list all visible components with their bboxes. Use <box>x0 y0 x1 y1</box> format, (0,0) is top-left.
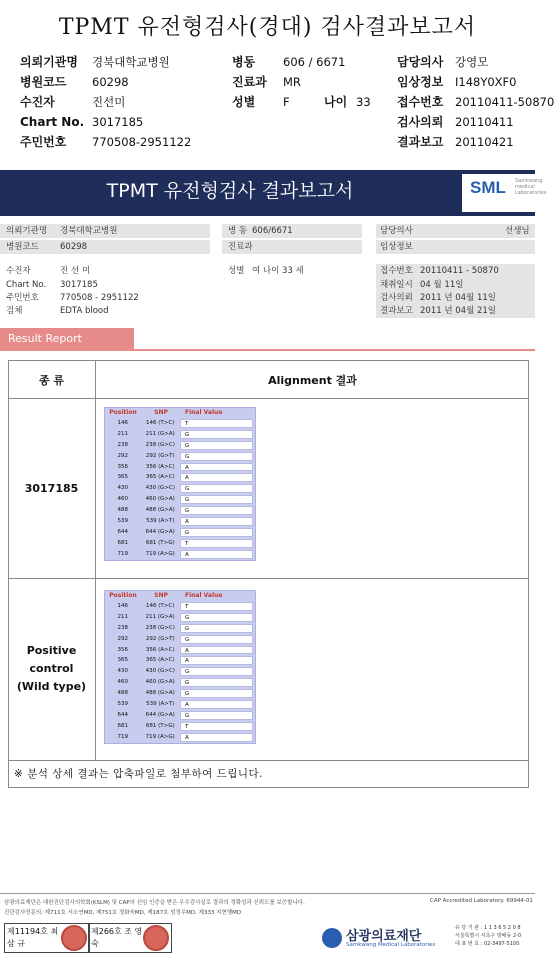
info-label: 검체 <box>6 306 23 316</box>
snp-position: 211 <box>117 430 128 437</box>
sml-logo-text: SML <box>470 178 506 197</box>
snp-final-value: G <box>180 506 253 515</box>
snp-position: 460 <box>117 496 128 503</box>
sml-logo-icon <box>322 928 342 948</box>
snp-final-value: A <box>180 473 253 482</box>
snp-final-value: A <box>180 550 253 559</box>
snp-change: 719 (A>G) <box>145 733 175 740</box>
control-label-line: control <box>29 662 74 675</box>
result-report-tab: Result Report <box>0 328 134 350</box>
info-label: 진료과 <box>228 242 253 252</box>
snp-position: 238 <box>117 624 128 631</box>
header-field-label: 성별 <box>232 95 256 109</box>
header-field-value: 770508-2951122 <box>92 135 192 149</box>
snp-final-value: G <box>180 635 253 644</box>
info-value: 20110411 - 50870 <box>420 266 499 276</box>
snp-table-sample <box>104 407 256 561</box>
snp-change: 211 (G>A) <box>145 613 175 620</box>
attachment-note: ※ 분석 상세 결과는 압축파일로 첨부하여 드립니다. <box>14 768 264 780</box>
info-label: 결과보고 <box>380 306 413 316</box>
snp-change: 356 (A>C) <box>145 463 175 470</box>
snp-final-value: A <box>180 646 253 655</box>
info-value: 60298 <box>60 242 88 252</box>
snp-change: 460 (G>A) <box>145 679 175 686</box>
snp-position: 365 <box>117 474 128 481</box>
snp-change: 146 (T>C) <box>146 603 175 609</box>
info-label: 접수번호 <box>380 266 413 276</box>
org-contact: 유 당 기 관 : 1 1 3 6 5 2 0 8 서울특별시 서초구 방배동 2-0 대 표 번 호 : 02-3497-5100 <box>455 925 522 947</box>
snp-change: 488 (G>A) <box>145 690 175 697</box>
header-field-label: 주민번호 <box>20 135 67 149</box>
header-field-value: 606 / 6671 <box>283 55 346 69</box>
snp-change: 644 (G>A) <box>145 528 175 535</box>
snp-final-value: G <box>180 452 253 461</box>
snp-final-value: G <box>180 528 253 537</box>
snp-change: 211 (G>A) <box>145 430 175 437</box>
header-field-label: 진료과 <box>232 75 267 89</box>
snp-position: 292 <box>117 635 128 642</box>
snp-final-value: G <box>180 678 253 687</box>
snp-row <box>105 462 255 473</box>
header-field-value: I148Y0XF0 <box>455 75 517 89</box>
snp-row <box>105 612 255 623</box>
header-field-value: 20110411-50870 <box>455 95 554 109</box>
info-value: 606/6671 <box>252 226 293 236</box>
snp-change: 488 (G>A) <box>145 507 175 514</box>
snp-change: 292 (G>T) <box>145 452 175 459</box>
header-field-value: 진선미 <box>92 95 126 109</box>
snp-final-value: T <box>180 539 253 548</box>
snp-final-value: A <box>180 700 253 709</box>
snp-row <box>105 483 255 494</box>
page-title: TPMT 유전형검사(경대) 검사결과보고서 <box>58 15 477 40</box>
doctor-stamp-2-text: 제266호 조 영 숙 <box>91 927 143 948</box>
control-label-line: (Wild type) <box>16 680 87 693</box>
snp-change: 644 (G>A) <box>145 711 175 718</box>
org-name-en: Samkwang Medical Laboratories <box>346 942 436 948</box>
snp-position: 488 <box>117 507 128 514</box>
snp-row <box>105 645 255 656</box>
snp-row <box>105 505 255 516</box>
info-label: 채취일시 <box>380 280 413 290</box>
col-header-type: 종 류 <box>38 374 65 387</box>
header-field-label: 담당의사 <box>397 55 444 69</box>
snp-row <box>105 710 255 721</box>
snp-position: 430 <box>117 668 128 675</box>
doctor-stamp-1-text: 제11194호 최 삼 규 <box>7 927 59 948</box>
header-field-label: 병동 <box>232 55 256 69</box>
header-age-label: 나이 <box>324 95 348 109</box>
doctor-stamp-1 <box>4 923 90 953</box>
snp-change: 539 (A>T) <box>146 518 175 525</box>
snp-position: 365 <box>117 657 128 664</box>
snp-row <box>105 516 255 527</box>
snp-row <box>105 634 255 645</box>
info-label: 검사의뢰 <box>380 293 413 303</box>
footer-doctors: 진단검사전문의: 제711호 서소연MD, 제751호 정화욱MD, 제187호 엄정우MD, 제333 지현행MD <box>4 910 242 916</box>
snp-position: 488 <box>117 690 128 697</box>
report-banner-title: TPMT 유전형검사 결과보고서 <box>106 180 354 202</box>
snp-change: 681 (T>G) <box>145 539 175 546</box>
snp-row <box>105 549 255 560</box>
info-value: EDTA blood <box>60 306 109 316</box>
snp-change: 238 (G>C) <box>145 441 175 448</box>
snp-final-value: G <box>180 484 253 493</box>
snp-final-value: G <box>180 430 253 439</box>
snp-final-value: G <box>180 667 253 676</box>
header-field-label: 임상정보 <box>397 75 444 89</box>
snp-col-header: SNP <box>154 592 168 599</box>
info-value: 진 선 미 <box>60 266 91 276</box>
snp-change: 539 (A>T) <box>146 701 175 708</box>
info-label: 주민번호 <box>6 293 39 303</box>
snp-row <box>105 623 255 634</box>
seal-icon <box>143 925 169 951</box>
snp-row <box>105 732 255 743</box>
table-divider <box>8 398 529 399</box>
header-field-label: 병원코드 <box>20 75 67 89</box>
snp-row <box>105 538 255 549</box>
snp-row <box>105 527 255 538</box>
snp-col-header: Position <box>109 409 137 416</box>
snp-change: 146 (T>C) <box>146 420 175 426</box>
snp-final-value: A <box>180 656 253 665</box>
snp-final-value: G <box>180 711 253 720</box>
snp-final-value: A <box>180 517 253 526</box>
snp-position: 681 <box>117 722 128 729</box>
info-value: 2011 년 04월 11일 <box>420 293 497 303</box>
info-value: 04 월 11일 <box>420 280 464 290</box>
snp-row <box>105 418 255 429</box>
sml-logo-subtext: Samkwang medical Laboratories <box>515 178 547 196</box>
snp-col-header: Final Value <box>185 409 223 416</box>
snp-table-header <box>105 408 255 418</box>
snp-row <box>105 688 255 699</box>
snp-final-value: T <box>180 722 253 731</box>
snp-row <box>105 655 255 666</box>
snp-row <box>105 472 255 483</box>
snp-position: 238 <box>117 441 128 448</box>
snp-change: 681 (T>G) <box>145 722 175 729</box>
header-age-value: 33 <box>356 95 371 109</box>
info-value: 770508 - 2951122 <box>60 293 139 303</box>
snp-change: 430 (G>C) <box>145 485 175 492</box>
info-label: 병 동 <box>228 226 248 236</box>
header-field-value: 60298 <box>92 75 129 89</box>
info-value: 3017185 <box>60 280 98 290</box>
snp-position: 146 <box>117 420 128 426</box>
info-value: 경북대학교병원 <box>60 226 118 236</box>
snp-final-value: G <box>180 495 253 504</box>
footer-rule <box>0 893 535 894</box>
result-report-rule <box>0 349 535 351</box>
snp-row <box>105 601 255 612</box>
header-field-label: 검사의뢰 <box>397 115 444 129</box>
col-header-result: Alignment 결과 <box>268 374 357 387</box>
sample-label-line: 3017185 <box>24 482 79 495</box>
info-value: 2011 년 04월 21일 <box>420 306 497 316</box>
snp-row <box>105 451 255 462</box>
header-field-value: 경북대학교병원 <box>92 55 170 69</box>
info-label: 임상정보 <box>380 242 413 252</box>
control-label <box>8 642 95 696</box>
header-field-label: 접수번호 <box>397 95 444 109</box>
header-field-label: 결과보고 <box>397 135 444 149</box>
footer-accreditation: 삼광의료재단은 대한진단검사의학회(KSLM) 및 CAP의 신임 인증을 받은 우수검사실로 결과의 정확성과 신뢰도를 보증합니다. <box>4 900 305 906</box>
snp-position: 539 <box>117 701 128 708</box>
snp-row <box>105 440 255 451</box>
snp-position: 539 <box>117 518 128 525</box>
snp-row <box>105 677 255 688</box>
result-table <box>8 360 529 788</box>
snp-position: 644 <box>117 528 128 535</box>
doctor-stamp-2 <box>88 923 172 953</box>
snp-final-value: G <box>180 441 253 450</box>
snp-col-header: SNP <box>154 409 168 416</box>
header-field-value: F <box>283 95 290 109</box>
info-label: 의뢰기관명 <box>6 226 48 236</box>
snp-change: 356 (A>C) <box>145 646 175 653</box>
snp-table-header <box>105 591 255 601</box>
snp-position: 644 <box>117 711 128 718</box>
snp-change: 238 (G>C) <box>145 624 175 631</box>
snp-position: 719 <box>117 733 128 740</box>
info-label: 병원코드 <box>6 242 39 252</box>
snp-row <box>105 666 255 677</box>
patient-header <box>0 52 554 152</box>
snp-row <box>105 721 255 732</box>
snp-change: 365 (A>C) <box>145 657 175 664</box>
header-field-value: MR <box>283 75 301 89</box>
info-value: 여 나이 33 세 <box>252 266 304 276</box>
header-field-value: 20110411 <box>455 115 514 129</box>
snp-final-value: T <box>180 419 253 428</box>
info-label: 담당의사 <box>380 226 413 236</box>
snp-position: 681 <box>117 539 128 546</box>
info-label: Chart No. <box>6 280 47 290</box>
snp-change: 365 (A>C) <box>145 474 175 481</box>
snp-row <box>105 699 255 710</box>
footer-cap: CAP Accredited Laboratory. 69944-01 <box>430 898 533 904</box>
snp-final-value: A <box>180 463 253 472</box>
snp-row <box>105 429 255 440</box>
table-divider <box>8 760 529 761</box>
snp-final-value: G <box>180 613 253 622</box>
snp-row <box>105 494 255 505</box>
sample-label <box>8 480 95 498</box>
snp-final-value: G <box>180 624 253 633</box>
table-divider <box>8 578 529 579</box>
control-label-line: Positive <box>26 644 77 657</box>
snp-position: 292 <box>117 452 128 459</box>
org-name: 삼광의료재단 <box>346 929 422 944</box>
header-field-label: Chart No. <box>20 115 85 129</box>
snp-final-value: A <box>180 733 253 742</box>
snp-final-value: T <box>180 602 253 611</box>
info-label: 성별 <box>228 266 245 276</box>
header-field-label: 수진자 <box>20 95 55 109</box>
snp-table-control <box>104 590 256 744</box>
snp-change: 292 (G>T) <box>145 635 175 642</box>
snp-col-header: Position <box>109 592 137 599</box>
header-field-value: 20110421 <box>455 135 514 149</box>
table-divider <box>95 360 96 760</box>
snp-col-header: Final Value <box>185 592 223 599</box>
header-field-label: 의뢰기관명 <box>20 55 78 69</box>
snp-final-value: G <box>180 689 253 698</box>
snp-change: 719 (A>G) <box>145 550 175 557</box>
info-value: 선생님 <box>505 226 530 236</box>
snp-position: 356 <box>117 646 128 653</box>
header-field-value: 강영모 <box>455 55 489 69</box>
snp-position: 356 <box>117 463 128 470</box>
snp-position: 146 <box>117 603 128 609</box>
snp-change: 460 (G>A) <box>145 496 175 503</box>
seal-icon <box>61 925 87 951</box>
info-label: 수진자 <box>6 266 31 276</box>
snp-position: 211 <box>117 613 128 620</box>
snp-position: 460 <box>117 679 128 686</box>
header-field-value: 3017185 <box>92 115 144 129</box>
snp-change: 430 (G>C) <box>145 668 175 675</box>
snp-position: 430 <box>117 485 128 492</box>
snp-position: 719 <box>117 550 128 557</box>
